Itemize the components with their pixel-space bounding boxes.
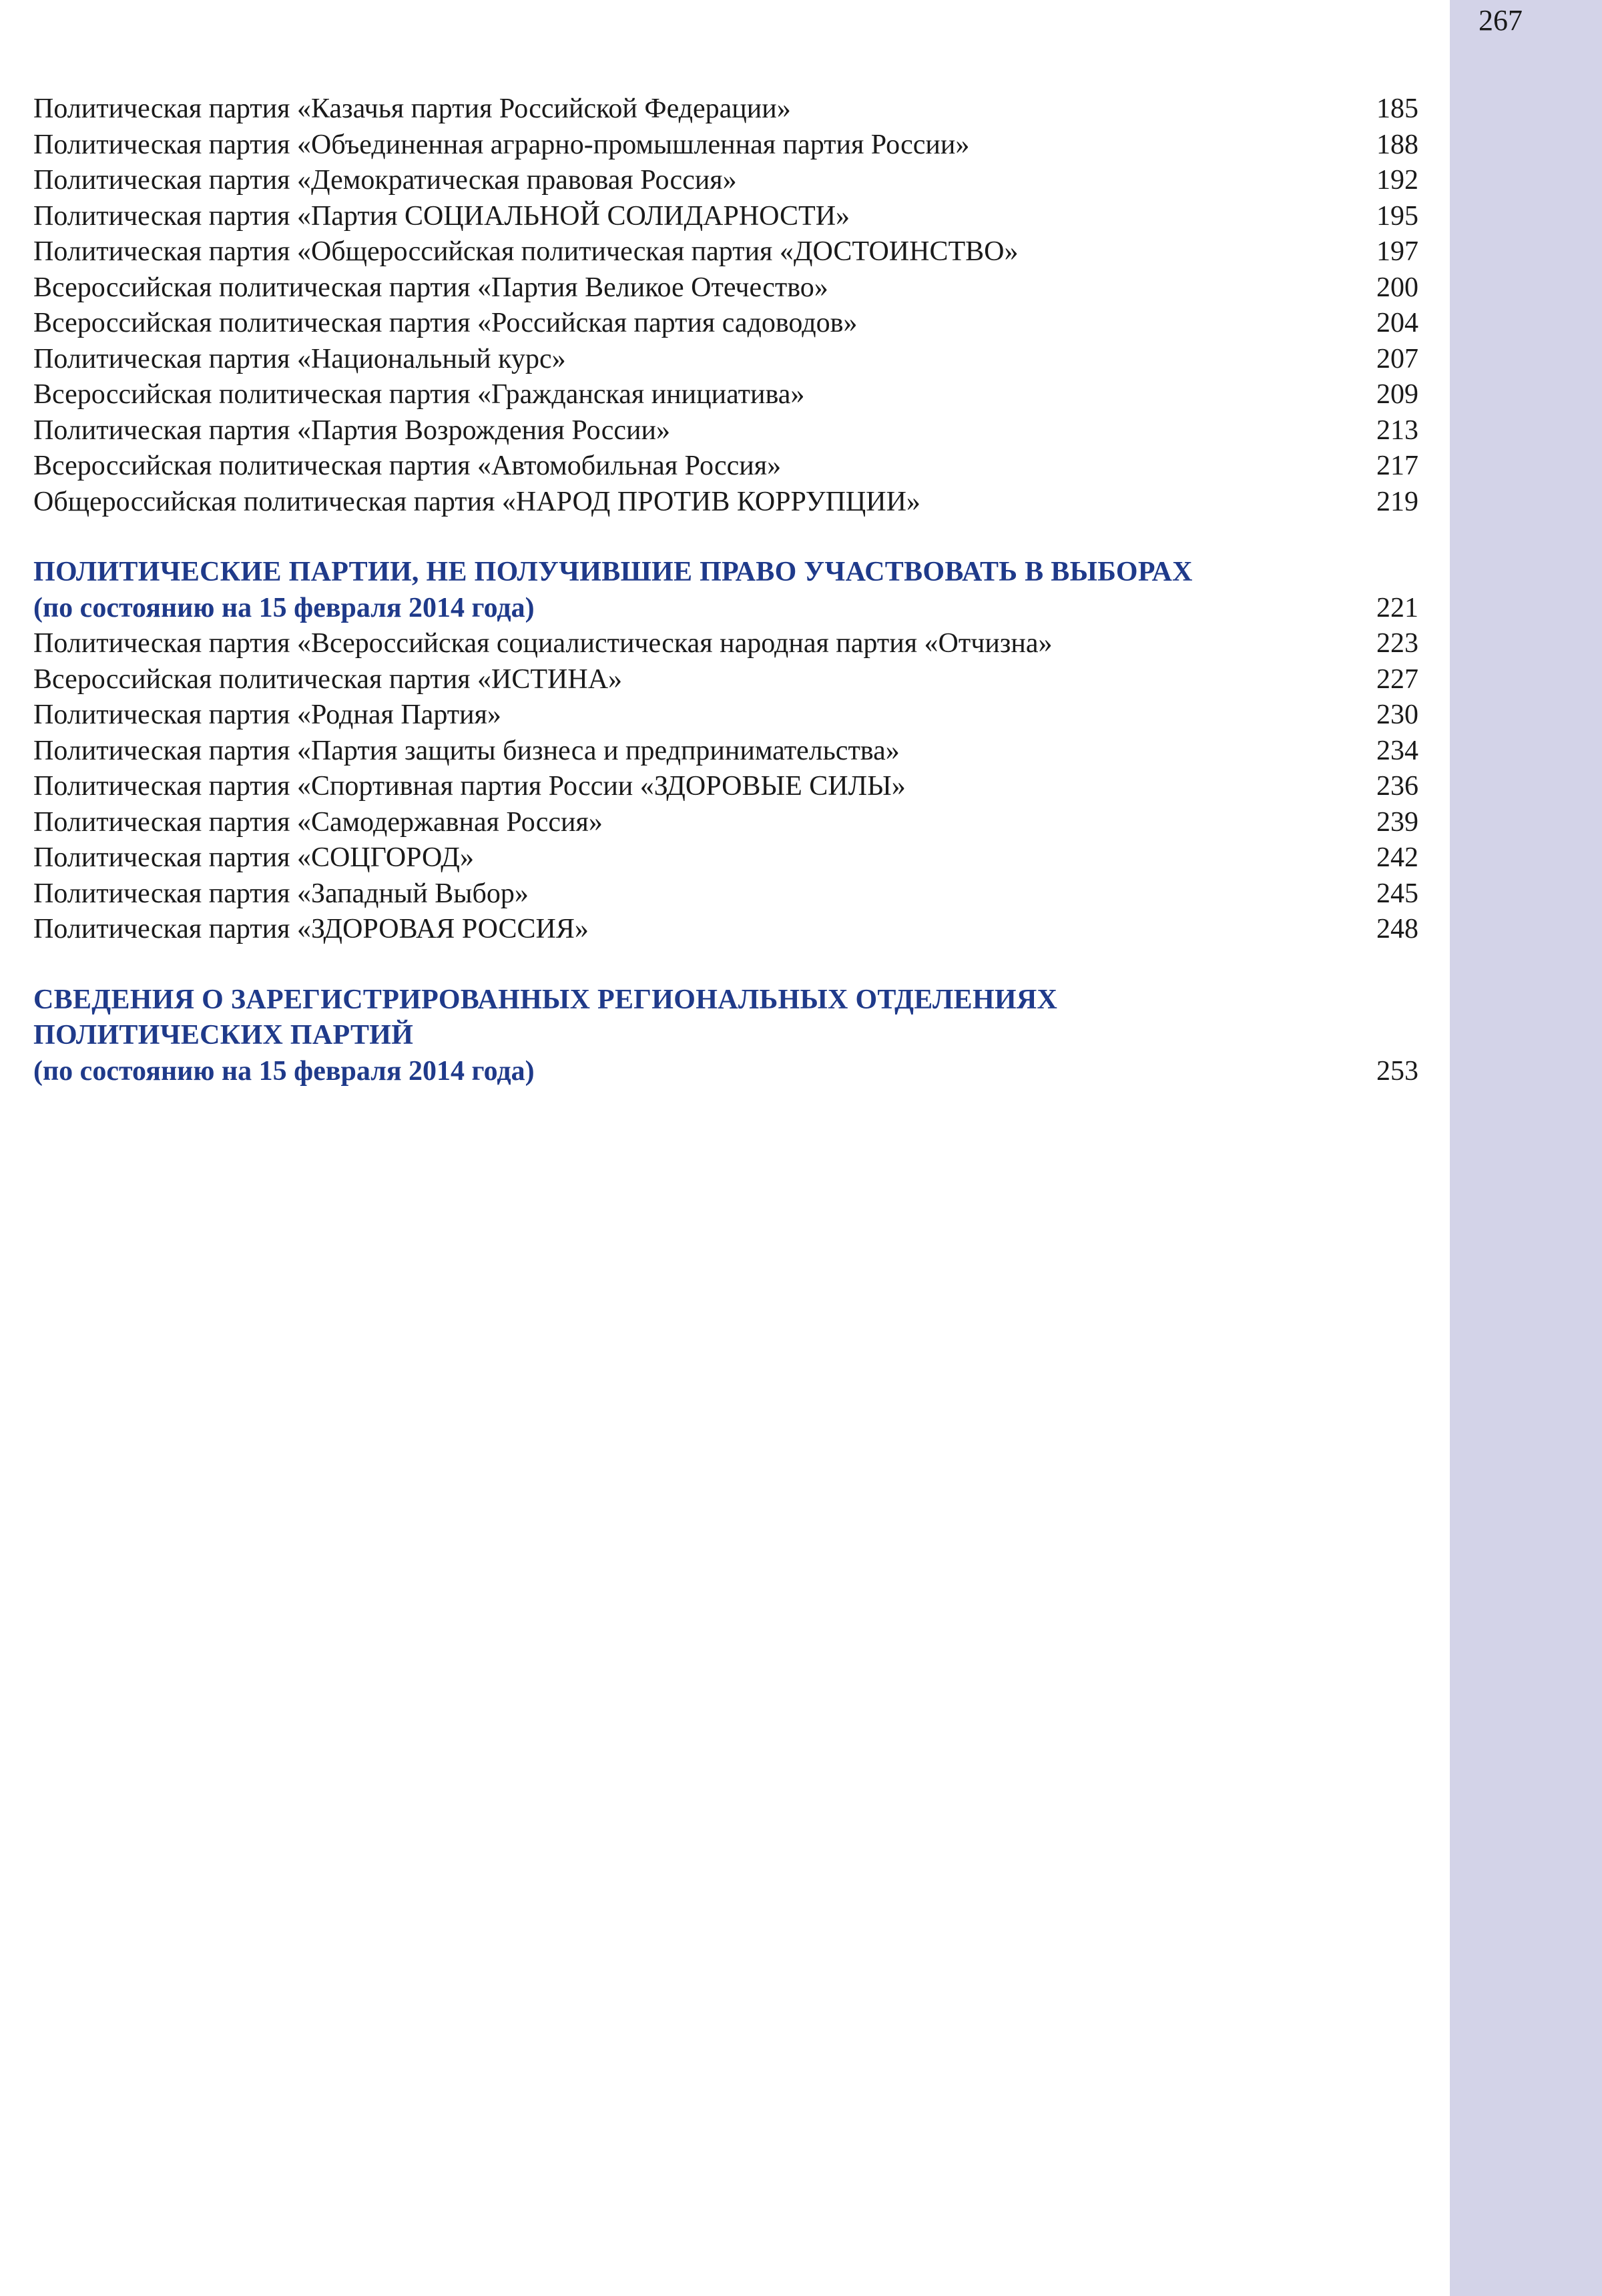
toc-entry-page: 192 — [1376, 165, 1418, 196]
toc-entry[interactable] — [33, 734, 1418, 770]
section-subtitle: (по состоянию на 15 февраля 2014 года) — [33, 1055, 535, 1087]
section-heading[interactable]: ПОЛИТИЧЕСКИЕ ПАРТИИ, НЕ ПОЛУЧИВШИЕ ПРАВО УЧАСТВОВАТЬ В ВЫБОРАХ — [33, 557, 1193, 587]
toc-entry-page: 204 — [1376, 308, 1418, 338]
toc-entry[interactable] — [33, 662, 1418, 698]
toc-entry-title: Всероссийская политическая партия «Гражданская инициатива» — [33, 379, 805, 410]
toc-entry-title: Политическая партия «Спортивная партия России «ЗДОРОВЫЕ СИЛЫ» — [33, 771, 906, 802]
toc-entry-page: 236 — [1376, 771, 1418, 802]
toc-entry[interactable] — [33, 626, 1418, 662]
toc-entry-page: 239 — [1376, 806, 1418, 838]
toc-entry-title: Политическая партия «Демократическая правовая Россия» — [33, 165, 737, 196]
toc-entry[interactable] — [33, 449, 1418, 485]
toc-entry[interactable] — [33, 234, 1418, 270]
toc-entry-title: Политическая партия «Партия защиты бизнеса и предпринимательства» — [33, 735, 900, 766]
section-heading[interactable]: СВЕДЕНИЯ О ЗАРЕГИСТРИРОВАННЫХ РЕГИОНАЛЬНЫХ ОТДЕЛЕНИЯХ — [33, 984, 1058, 1015]
toc-entry-title: Политическая партия «Партия Возрождения России» — [33, 414, 670, 446]
section-gap — [33, 948, 1418, 982]
section-page: 253 — [1376, 1055, 1418, 1087]
toc-entry[interactable] — [33, 199, 1418, 235]
toc-entry-page: 213 — [1376, 414, 1418, 446]
toc-entry-title: Политическая партия «Объединенная аграрно-промышленная партия России» — [33, 129, 970, 160]
section-subtitle-row[interactable] — [33, 1054, 1418, 1090]
toc-entry[interactable] — [33, 91, 1418, 127]
toc-entry-page: 188 — [1376, 129, 1418, 160]
toc-entry-page: 217 — [1376, 451, 1418, 481]
section-gap — [33, 520, 1418, 555]
toc-entry-page: 197 — [1376, 236, 1418, 267]
section-subtitle: (по состоянию на 15 февраля 2014 года) — [33, 592, 535, 623]
table-of-contents — [33, 91, 1418, 1089]
toc-entry[interactable] — [33, 840, 1418, 876]
toc-entry-page: 234 — [1376, 735, 1418, 766]
toc-entry-page: 219 — [1376, 486, 1418, 517]
section-subtitle-row[interactable] — [33, 591, 1418, 627]
toc-entry-page: 209 — [1376, 379, 1418, 410]
toc-entry-title: Политическая партия «Национальный курс» — [33, 343, 566, 374]
toc-entry[interactable] — [33, 912, 1418, 948]
toc-entry[interactable] — [33, 413, 1418, 449]
toc-entry-title: Политическая партия «Всероссийская социалистическая народная партия «Отчизна» — [33, 628, 1053, 659]
toc-entry-title: Политическая партия «Родная Партия» — [33, 699, 501, 730]
toc-entry[interactable] — [33, 485, 1418, 521]
toc-entry-title: Политическая партия «Казачья партия Российской Федерации» — [33, 93, 791, 124]
toc-entry-page: 207 — [1376, 343, 1418, 374]
toc-entry-title: Всероссийская политическая партия «ИСТИНА» — [33, 663, 623, 695]
toc-entry-page: 227 — [1376, 663, 1418, 695]
toc-entry-title: Политическая партия «ЗДОРОВАЯ РОССИЯ» — [33, 914, 589, 944]
toc-entry[interactable] — [33, 163, 1418, 199]
toc-entry[interactable] — [33, 127, 1418, 164]
toc-entry-page: 195 — [1376, 200, 1418, 232]
toc-entry-title: Всероссийская политическая партия «Российская партия садоводов» — [33, 308, 858, 338]
toc-entry-page: 185 — [1376, 93, 1418, 124]
toc-entry-title: Политическая партия «Общероссийская политическая партия «ДОСТОИНСТВО» — [33, 236, 1019, 267]
toc-entry-title: Всероссийская политическая партия «Партия Великое Отечество» — [33, 272, 828, 303]
section-page: 221 — [1376, 592, 1418, 623]
toc-entry[interactable] — [33, 342, 1418, 378]
toc-entry-page: 223 — [1376, 628, 1418, 659]
toc-entry-page: 242 — [1376, 842, 1418, 873]
toc-entry-page: 245 — [1376, 878, 1418, 909]
toc-entry[interactable] — [33, 270, 1418, 306]
toc-entry-page: 200 — [1376, 272, 1418, 303]
toc-entry-title: Политическая партия «Западный Выбор» — [33, 878, 529, 909]
toc-entry-title: Политическая партия «Самодержавная Россия» — [33, 806, 603, 838]
toc-entry[interactable] — [33, 876, 1418, 912]
toc-entry-title: Общероссийская политическая партия «НАРОД ПРОТИВ КОРРУПЦИИ» — [33, 486, 920, 517]
toc-entry[interactable] — [33, 769, 1418, 805]
section-heading-line2[interactable]: ПОЛИТИЧЕСКИХ ПАРТИЙ — [33, 1020, 414, 1051]
toc-entry-page: 248 — [1376, 914, 1418, 944]
page-number: 267 — [1479, 4, 1523, 37]
toc-entry-title: Политическая партия «СОЦГОРОД» — [33, 842, 474, 873]
toc-entry-title: Всероссийская политическая партия «Автомобильная Россия» — [33, 451, 782, 481]
toc-entry[interactable] — [33, 697, 1418, 734]
toc-entry[interactable] — [33, 306, 1418, 342]
side-band — [1450, 0, 1602, 2296]
toc-entry-title: Политическая партия «Партия СОЦИАЛЬНОЙ СОЛИДАРНОСТИ» — [33, 200, 850, 232]
toc-entry[interactable] — [33, 805, 1418, 841]
toc-entry[interactable] — [33, 377, 1418, 413]
toc-entry-page: 230 — [1376, 699, 1418, 730]
